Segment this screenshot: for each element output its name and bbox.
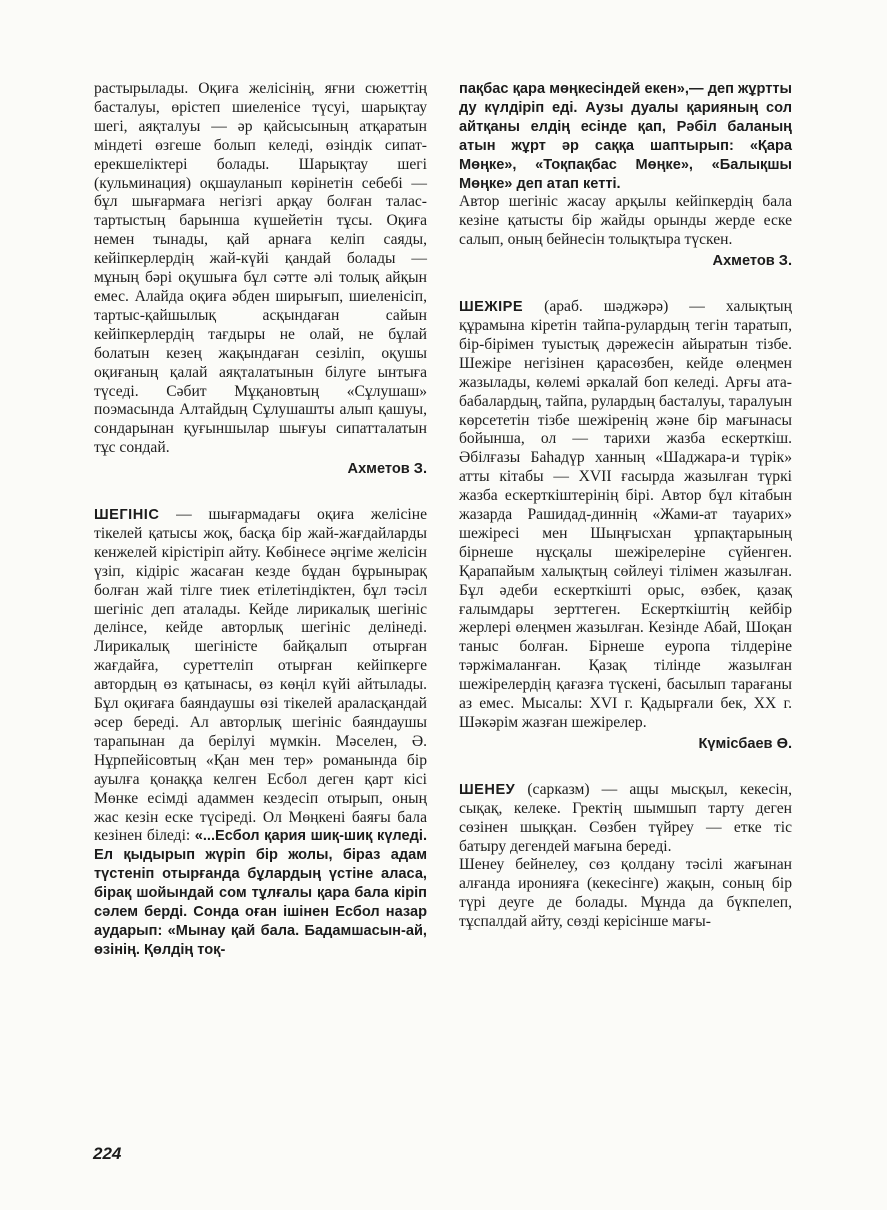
entry-text: (сарказм) — ащы мысқыл, кекесін, сықақ, келеке. Гректің шымшып тарту деген сөзінен шыққан. Сөзбен түйреу — етке тіс батыру дегендей мағына береді. (459, 780, 792, 855)
entry-shezhire (459, 298, 792, 733)
entry-text: (араб. шәджәрә) — халықтың құрамына кіретін тайпа-рулардың тегін таратып, бір-бірімен туыстық дәрежесін айыратын тізбе. Шежіре негізінен қарасөзбен, кейде өлеңмен жазылады, көлемі әркалай боп келеді. Арғы ата-бабалардың, тайпа, рулардың басталуы, таралуын көрсететін тізбе шежіренің және бір мағынасы бойынша, ол — тарихи жазба ескерткіш. Әбілғазы Баһадүр ханның «Шаджара-и түрік» атты кітабы — XVII ғасырда жазылған түркі жазба ескерткіштерінің бірі. Автор бұл кітабын жазарда Рашидад-диннің «Жами-ат тауарих» шежіресі мен Шыңғысхан ұрпақтарының бірнеше нұсқалы шежірелеріне сүйенген. Қарапайым халықтың сөйлеуі тілімен жазылған. Бұл әдеби ескерткішті орыс, өзбек, қазақ ғалымдары зерттеген. Ескерткіштің кейбір жерлері өлеңмен жазылған. Кезінде Абай, Шоқан таныс болған. Бірнеше еуропа тілдеріне тәржімаланған. Қазақ тілінде жазылған шежірелердің қағазға түскені, басылып тарағаны аз емес. Мысалы: XVI г. Қадырғали бек, XX г. Шәкәрім жазған шежірелер. (459, 298, 792, 731)
quotation-bold: «...Есбол қария шиқ-шиқ күледі. Ел қыдырып жүріп бір жолы, біраз адам түстеніп отырғанда бұлардың үстіне аласа, бірақ шойындай сом тұлғалы қара бала кіріп сәлем берді. Сонда оған ішінен Есбол назар аударып: «Мынау қай бала. Бадамшасын-ай, өзінің. Қөлдің тоқ- (94, 828, 427, 958)
paragraph: растырылады. Оқиға желісінің, яғни сюжеттің басталуы, өрістеп шиеленісе түсуі, шарықтау шегі, аяқталуы — әр қайсысының атқаратын міндеті өзгеше болып келеді, өзіндік сипат-ерекшеліктері болады. Шарықтау шегі (кульминация) оқшауланып көрінетін себебі — бұл шығармаға негізгі арқау болған талас-тартыстың барынша күшейетін тұсы. Оқиға немен тынады, қай арнаға келіп саяды, кейіпкерлердің жай-күйі қандай болады — мұның бәрі оқушыға бұл сәтте әлі толық айқын емес. Алайда оқиға әбден ширығып, шиеленісіп, тартыс-қайшылық асқындаған сайын кейіпкерлердің тағдыры не олай, не бұлай болатын кезең жақындаған сезіліп, оқушы оқиғаның қалай аяқталатынын білуге ынтыға түседі. Сәбит Мұқановтың «Сұлушаш» поэмасында Алтайдың Сұлушашты алып қашуы, сондарынан қуғыншылар шығуы сипатталатын тұс сондай. (94, 80, 427, 457)
right-column (459, 80, 792, 932)
entry-term: ШЕНЕУ (459, 781, 516, 798)
page-number: 224 (93, 1144, 122, 1163)
entry-text: — шығармадағы оқиға желісіне тікелей қатысы жоқ, басқа бір жай-жағдайларды кенжелей кірістіріп айту. Көбінесе әңгіме желісін үзіп, кідіріс жасаған кезде бұдан бұрынырақ болған жай тілге тиек етілетіндіктен, бұл тәсіл шегініс деп аталады. Кейде лирикалық шегініс делінсе, кейде авторлық шегініс делінеді. Лирикалық шегіністе байқалып отырған жағдайға, суреттеліп отырған кейіпкерге автордың өз қатынасы, өз көңіл күйі айтылады. Бұл оқиғаға баяндаушы өзі тікелей араласқандай әсер береді. Ал авторлық шегініс баяндаушы тарапынан да берілуі мүмкін. Мәселен, Ә. Нұрпейісовтың «Қан мен тер» романында бір ауылға қонаққа келген Есбол деген қарт кісі Мөнке есімді адаммен кездесіп отырып, оның жас кезін еске түсіреді. Ол Мөңкені баяғы бала кезінен біледі: (94, 506, 427, 845)
entry-shegenis (94, 506, 427, 960)
entry-term: ШЕЖІРЕ (459, 299, 524, 316)
paragraph: Автор шегініс жасау арқылы кейіпкердің бала кезіне қатысты бір жайды орынды жерде еске салып, оның бейнесін толықтыра түскен. (459, 193, 792, 249)
author-signature: Ахметов З. (712, 253, 792, 270)
left-column (94, 80, 427, 960)
paragraph: Шенеу бейнелеу, сөз қолдану тәсілі жағынан алғанда иронияға (кекесінге) жақын, соның бір түрі деуге де болады. Мұнда да бүкпелеп, тұспалдай айту, сөзді керісінше мағы- (459, 856, 792, 931)
quotation-bold: пақбас қара мөңкесіндей екен»,— деп жұртты ду күлдіріп еді. Аузы дуалы қарияның сол айтқаны елдің есінде қап, Рәбіл баланың атын жұрт әр саққа шаптырып: «Қара Мөңке», «Тоқпақбас Мөңке», «Балықшы Мөңке» деп атап кетті. (459, 81, 792, 192)
entry-sheneu (459, 781, 792, 857)
author-signature: Ахметов З. (347, 461, 427, 478)
author-signature: Күмісбаев Ө. (698, 735, 792, 752)
entry-term: ШЕГІНІС (94, 507, 160, 524)
